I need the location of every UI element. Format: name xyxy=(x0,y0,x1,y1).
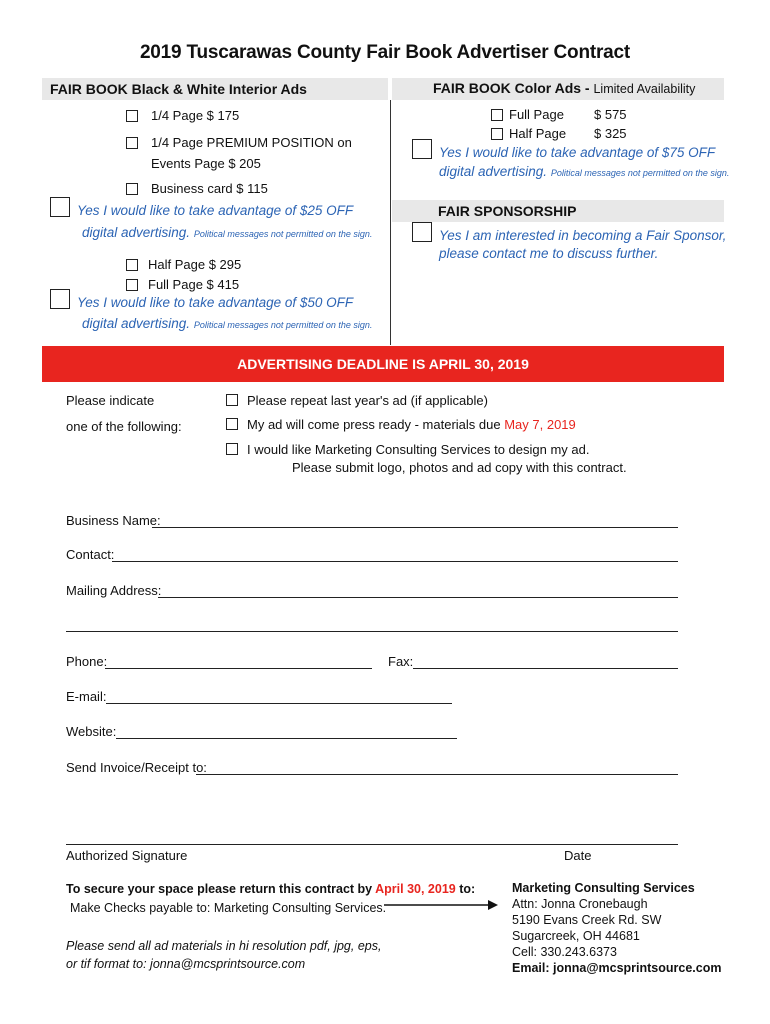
fax-input[interactable] xyxy=(413,668,678,669)
color-full-page-price: $ 575 xyxy=(594,107,627,122)
sponsor-line1: Yes I am interested in becoming a Fair Sponsor, xyxy=(439,228,727,243)
half-page-label: Half Page $ 295 xyxy=(148,257,242,272)
mailing-address-label: Mailing Address: xyxy=(66,583,162,598)
color-full-page-checkbox[interactable] xyxy=(491,109,503,121)
contact-label: Contact: xyxy=(66,547,115,562)
digital-50-line2: digital advertising. Political messages not permitted on the sign. xyxy=(82,316,373,331)
business-card-label: Business card $ 115 xyxy=(151,181,268,196)
arrow-right-icon xyxy=(384,898,500,912)
digital-50-checkbox[interactable] xyxy=(50,289,70,309)
design-ad-checkbox[interactable] xyxy=(226,443,238,455)
digital-25-line1: Yes I would like to take advantage of $25 OFF xyxy=(77,203,354,218)
full-page-checkbox[interactable] xyxy=(126,279,138,291)
sponsorship-heading: FAIR SPONSORSHIP xyxy=(438,203,577,219)
contact-email[interactable]: Email: jonna@mcsprintsource.com xyxy=(512,961,722,975)
business-name-input[interactable] xyxy=(152,527,678,528)
mailing-address-input-2[interactable] xyxy=(66,631,678,632)
date-label: Date xyxy=(564,848,592,863)
materials-line-1: Please send all ad materials in hi resolution pdf, jpg, eps, xyxy=(66,939,382,953)
press-ready-label: My ad will come press ready - materials due May 7, 2019 xyxy=(247,417,576,432)
attn-line: Attn: Jonna Cronebaugh xyxy=(512,897,648,911)
digital-75-checkbox[interactable] xyxy=(412,139,432,159)
make-checks-text: Make Checks payable to: Marketing Consulting Services. xyxy=(70,901,387,915)
company-name: Marketing Consulting Services xyxy=(512,881,695,895)
quarter-premium-label-1: 1/4 Page PREMIUM POSITION on xyxy=(151,135,352,150)
street-line: 5190 Evans Creek Rd. SW xyxy=(512,913,662,927)
design-ad-label-1: I would like Marketing Consulting Services to design my ad. xyxy=(247,442,590,457)
mailing-address-input[interactable] xyxy=(158,597,678,598)
send-invoice-input[interactable] xyxy=(196,774,678,775)
business-card-checkbox[interactable] xyxy=(126,183,138,195)
sponsor-line2: please contact me to discuss further. xyxy=(439,246,659,261)
phone-label: Phone: xyxy=(66,654,108,669)
send-invoice-label: Send Invoice/Receipt to: xyxy=(66,760,207,775)
page-title: 2019 Tuscarawas County Fair Book Advertiser Contract xyxy=(139,42,631,63)
materials-line-2: or tif format to: jonna@mcsprintsource.com xyxy=(66,957,306,971)
indicate-label-1: Please indicate xyxy=(66,393,155,408)
email-input[interactable] xyxy=(106,703,452,704)
color-heading: FAIR BOOK Color Ads - Limited Availability xyxy=(433,80,696,96)
quarter-page-checkbox[interactable] xyxy=(126,110,138,122)
cell-line: Cell: 330.243.6373 xyxy=(512,945,617,959)
signature-line[interactable] xyxy=(66,844,678,845)
fax-label: Fax: xyxy=(388,654,414,669)
secure-space-text: To secure your space please return this contract by April 30, 2019 to: xyxy=(66,882,476,896)
indicate-label-2: one of the following: xyxy=(66,419,182,434)
column-divider xyxy=(390,100,391,345)
phone-input[interactable] xyxy=(105,668,372,669)
digital-75-line1: Yes I would like to take advantage of $75 OFF xyxy=(439,145,716,160)
deadline-banner: ADVERTISING DEADLINE IS APRIL 30, 2019 xyxy=(42,346,724,382)
quarter-premium-checkbox[interactable] xyxy=(126,137,138,149)
website-label: Website: xyxy=(66,724,117,739)
business-name-label: Business Name: xyxy=(66,513,161,528)
digital-25-line2: digital advertising. Political messages not permitted on the sign. xyxy=(82,225,373,240)
quarter-premium-label-2: Events Page $ 205 xyxy=(151,156,261,171)
color-half-page-checkbox[interactable] xyxy=(491,128,503,140)
design-ad-label-2: Please submit logo, photos and ad copy with this contract. xyxy=(292,460,627,475)
color-half-page-label: Half Page xyxy=(509,126,567,141)
digital-75-line2: digital advertising. Political messages not permitted on the sign. xyxy=(439,164,730,179)
digital-25-checkbox[interactable] xyxy=(50,197,70,217)
half-page-checkbox[interactable] xyxy=(126,259,138,271)
full-page-label: Full Page $ 415 xyxy=(148,277,240,292)
repeat-ad-label: Please repeat last year's ad (if applicable) xyxy=(247,393,488,408)
bw-heading: FAIR BOOK Black & White Interior Ads xyxy=(50,81,307,97)
contact-input[interactable] xyxy=(112,561,678,562)
signature-label: Authorized Signature xyxy=(66,848,188,863)
sponsor-checkbox[interactable] xyxy=(412,222,432,242)
email-label: E-mail: xyxy=(66,689,107,704)
digital-50-line1: Yes I would like to take advantage of $50 OFF xyxy=(77,295,354,310)
repeat-ad-checkbox[interactable] xyxy=(226,394,238,406)
quarter-page-label: 1/4 Page $ 175 xyxy=(151,108,240,123)
website-input[interactable] xyxy=(116,738,457,739)
press-ready-checkbox[interactable] xyxy=(226,418,238,430)
color-full-page-label: Full Page xyxy=(509,107,564,122)
color-half-page-price: $ 325 xyxy=(594,126,627,141)
city-line: Sugarcreek, OH 44681 xyxy=(512,929,640,943)
